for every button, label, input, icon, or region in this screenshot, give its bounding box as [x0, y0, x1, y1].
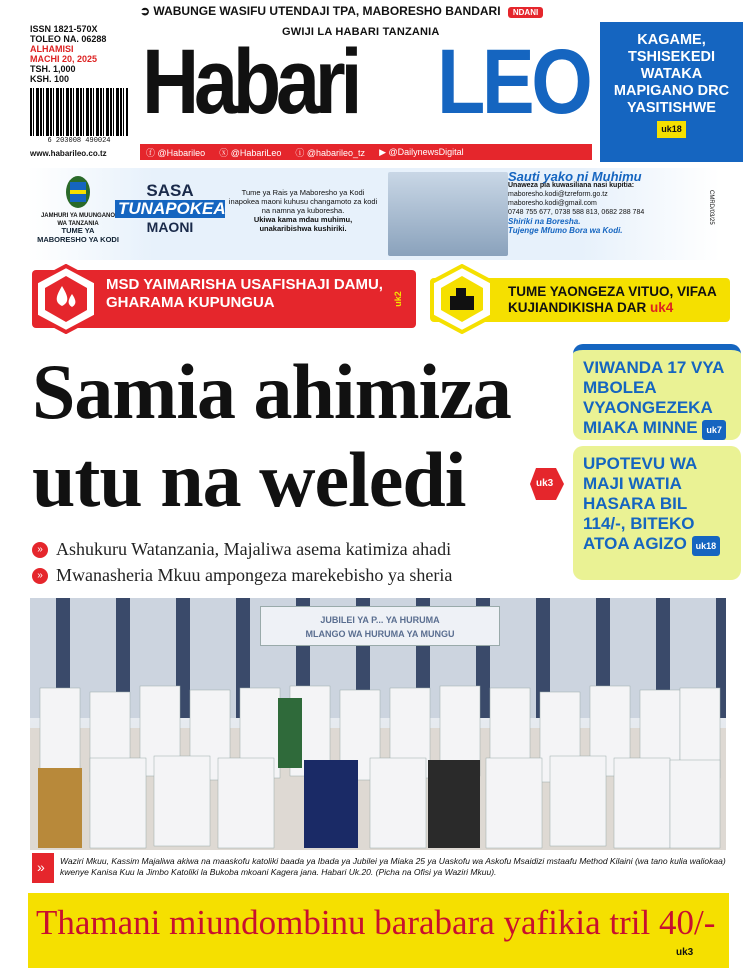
ad-headline: SASA TUNAPOKEA MAONI: [115, 182, 225, 236]
church-banner: JUBILEI YA P... YA HURUMA MLANGO WA HURUMA YA MUNGU: [260, 606, 500, 646]
price-tsh: TSH. 1,000: [30, 64, 76, 74]
social-bar: [140, 144, 592, 160]
kagame-story-box[interactable]: [600, 22, 743, 162]
ad-code: CMRD/03/25: [708, 190, 714, 225]
photo-caption: Waziri Mkuu, Kassim Majaliwa akiwa na maaskofu katoliki baada ya Ibada ya Jubilei ya Miaka 25 ya Uaskofu wa Askofu Msaidizi mstaafu Method Kilaini (wa tano kulia waliokaa) kwenye Kanisa Kuu la Jimbo Katoliki la Bukoba mkoani Kagera jana. Habari Uk.20. (Picha na Ofisi ya Waziri Mkuu).: [60, 856, 726, 877]
caption-marker: [32, 853, 54, 883]
double-chevron-icon: »: [32, 568, 48, 584]
issue-info: [30, 24, 130, 84]
double-chevron-icon: »: [32, 542, 48, 558]
issn: ISSN 1821-570X: [30, 24, 98, 34]
blood-drop-icon: [32, 264, 100, 334]
instagram-link[interactable]: ⓘ @habarileo_tz: [295, 147, 366, 158]
arrow-icon: ➲: [140, 4, 151, 18]
issue-date: MACHI 20, 2025: [30, 54, 98, 64]
twitter-link[interactable]: ⓧ @HabariLeo: [219, 147, 282, 158]
website-link[interactable]: www.habarileo.co.tz: [30, 149, 107, 158]
double-chevron-icon: »: [37, 859, 45, 875]
ad-agency: TUME YA MABORESHO YA KODI: [37, 226, 119, 244]
lead-bullet: » Ashukuru Watanzania, Majaliwa asema katimiza ahadi: [32, 539, 451, 560]
tume-page-tag: uk4: [650, 300, 674, 315]
issue-number: TOLEO NA. 06288: [30, 34, 107, 44]
tume-story-text: TUME YAONGEZA VITUO, VIFAA KUJIANDIKISHA DAR: [508, 284, 717, 315]
page-tag: uk18: [657, 121, 686, 138]
bottom-page-tag: uk3: [676, 947, 694, 958]
facebook-link[interactable]: ⓕ @Habarileo: [146, 147, 206, 158]
logo-habari: Habari: [142, 31, 358, 133]
issue-day: ALHAMISI: [30, 44, 74, 54]
ad-gov-line: JAMHURI YA MUUNGANO WA TANZANIA: [40, 213, 116, 227]
tagline: GWIJI LA HABARI TANZANIA: [282, 26, 440, 38]
barcode: [30, 88, 128, 136]
page-tag: uk7: [702, 420, 726, 440]
price-ksh: KSH. 100: [30, 74, 70, 84]
group-of-bishops: [30, 668, 726, 850]
barcode-number: 6 203008 490024: [47, 137, 111, 145]
inside-badge: NDANI: [508, 7, 543, 18]
ballot-box-icon: [428, 264, 496, 334]
lead-headline[interactable]: Samia ahimiza utu na weledi: [32, 348, 511, 523]
top-story[interactable]: [140, 4, 543, 18]
youtube-link[interactable]: ▶ @DailynewsDigital: [379, 146, 464, 157]
kagame-story-text: KAGAME, TSHISEKEDI WATAKA MAPIGANO DRC YASITISHWE: [613, 32, 730, 116]
top-story-text: WABUNGE WASIFU UTENDAJI TPA, MABORESHO BANDARI: [153, 4, 501, 18]
viwanda-story-box[interactable]: VIWANDA 17 VYA MBOLEA VYAONGEZEKA MIAKA MINNE uk7: [573, 344, 741, 440]
coat-of-arms-icon: [48, 172, 108, 212]
bishops-group-photo: [30, 598, 726, 850]
msd-page-tag: uk2: [392, 291, 403, 307]
upotevu-story-box[interactable]: UPOTEVU WA MAJI WATIA HASARA BIL 114/-, BITEKO ATOA AGIZO uk18: [573, 446, 741, 580]
logo-leo: LEO: [437, 31, 590, 133]
page-tag: uk18: [692, 536, 721, 556]
msd-story-text: MSD YAIMARISHA USAFISHAJI DAMU, GHARAMA KUPUNGUA: [106, 276, 383, 311]
bottom-story-headline[interactable]: Thamani miundombinu barabara yafikia tril 40/-: [36, 903, 716, 942]
lead-page-tag: uk3: [528, 466, 566, 502]
lead-bullet: » Mwanasheria Mkuu ampongeza marekebisho ya sheria: [32, 565, 452, 586]
ad-body: Tume ya Rais ya Maboresho ya Kodi inapokea maoni kuhusu changamoto za kodi na namna ya kuboresha. Ukiwa kama mdau muhimu, unakaribishwa kushiriki.: [228, 188, 378, 233]
ad-photo: [388, 172, 508, 256]
ad-contact: Sauti yako ni Muhimu Unaweza pia kuwasiliana nasi kupitia: maboresho.kodi@tzreform.go.tz maboresho.kodi@gmail.com 0748 755 677, 0738 588 813, 0682 288 784 Shiriki na Boresha. Tujenge Mfumo Bora wa Kodi.: [508, 169, 645, 235]
